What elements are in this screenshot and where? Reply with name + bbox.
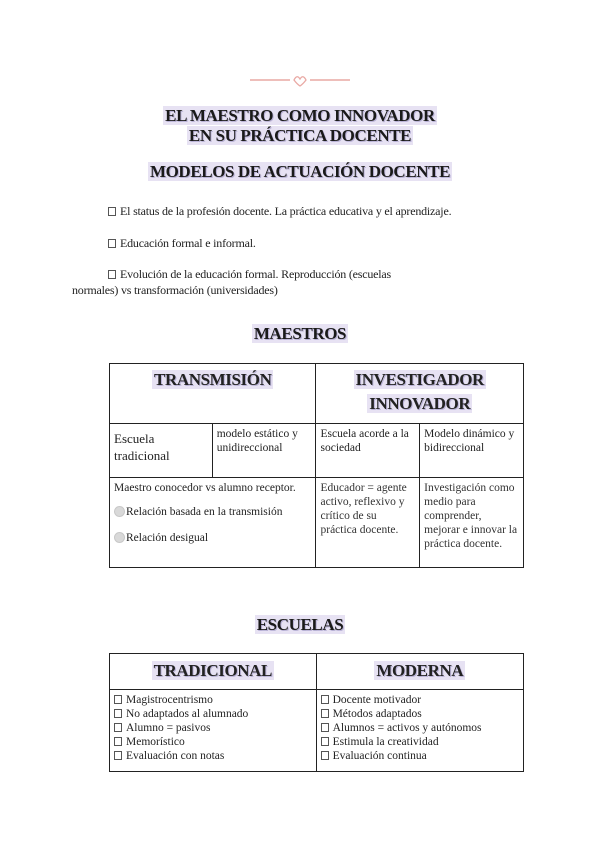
- checkbox-icon: [108, 239, 116, 248]
- subtitle: MODELOS DE ACTUACIÓN DOCENTE: [149, 162, 451, 181]
- bullet-item: Educación formal e informal.: [108, 235, 256, 251]
- list-item: Evaluación con notas: [114, 749, 312, 763]
- checkbox-icon: [321, 695, 329, 704]
- list-item: Evaluación continua: [321, 749, 519, 763]
- list-item: Magistrocentrismo: [114, 693, 312, 707]
- maestros-heading: MAESTROS: [253, 324, 347, 343]
- header-tradicional: TRADICIONAL: [110, 654, 317, 690]
- maestros-table: [109, 363, 524, 568]
- cell-maestro-conocedor: Maestro conocedor vs alumno receptor. Relación basada en la transmisión Relación desigual: [110, 478, 316, 568]
- escuelas-table: [109, 653, 524, 772]
- list-item: No adaptados al alumnado: [114, 707, 312, 721]
- title-line-1: EL MAESTRO COMO INNOVADOR: [165, 106, 435, 125]
- list-item: Alumnos = activos y autónomos: [321, 721, 519, 735]
- bullet-item-continuation: normales) vs transformación (universidades): [72, 283, 278, 297]
- escuelas-heading: ESCUELAS: [256, 615, 344, 634]
- cell-educador: Educador = agente activo, reflexivo y crítico de su práctica docente.: [316, 478, 420, 568]
- checkbox-icon: [321, 751, 329, 760]
- title-line-2: EN SU PRÁCTICA DOCENTE: [188, 126, 412, 145]
- header-moderna: MODERNA: [316, 654, 523, 690]
- header-investigador-innovador: INVESTIGADOR INNOVADOR: [316, 364, 524, 424]
- heart-flourish-icon: [250, 72, 350, 88]
- checkbox-icon: [114, 723, 122, 732]
- document-title: [0, 106, 600, 146]
- checkbox-icon: [321, 709, 329, 718]
- bullet-item: Evolución de la educación formal. Reproducción (escuelas: [108, 266, 391, 282]
- cell-modelo-dinamico: Modelo dinámico y bidireccional: [420, 424, 524, 478]
- checkbox-icon: [108, 270, 116, 279]
- list-tradicional: [110, 690, 317, 772]
- list-item: Docente motivador: [321, 693, 519, 707]
- cell-investigacion: Investigación como medio para comprender, mejorar e innovar la práctica docente.: [420, 478, 524, 568]
- header-transmision: TRANSMISIÓN: [110, 364, 316, 424]
- list-item: Estimula la creatividad: [321, 735, 519, 749]
- circle-bullet-icon: [114, 532, 125, 543]
- cell-escuela-acorde: Escuela acorde a la sociedad: [316, 424, 420, 478]
- cell-escuela-tradicional: Escuela tradicional: [110, 424, 213, 478]
- circle-bullet-icon: [114, 506, 125, 517]
- checkbox-icon: [321, 737, 329, 746]
- checkbox-icon: [114, 695, 122, 704]
- checkbox-icon: [108, 207, 116, 216]
- list-item: Memorístico: [114, 735, 312, 749]
- list-moderna: [316, 690, 523, 772]
- checkbox-icon: [114, 737, 122, 746]
- checkbox-icon: [321, 723, 329, 732]
- bullet-item: El status de la profesión docente. La práctica educativa y el aprendizaje.: [108, 203, 451, 219]
- checkbox-icon: [114, 751, 122, 760]
- list-item: Alumno = pasivos: [114, 721, 312, 735]
- list-item: Métodos adaptados: [321, 707, 519, 721]
- checkbox-icon: [114, 709, 122, 718]
- cell-modelo-estatico: modelo estático y unidireccional: [212, 424, 316, 478]
